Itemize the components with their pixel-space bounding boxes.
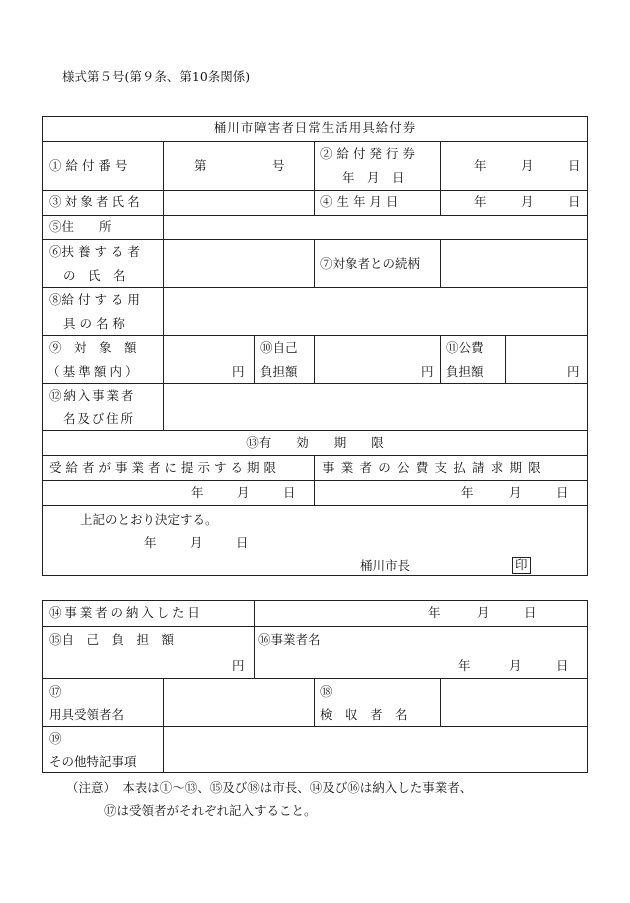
label-remarks-num: ⑲ [49,731,62,746]
label-standard: （基準額内） [47,364,141,379]
text-year: 年 [474,194,487,209]
text-month: 月 [509,658,522,673]
label-inspector-name: 検 収 者 名 [320,707,408,722]
label-claim-deadline: 事業者の公費支払請求期限 [322,460,548,475]
mayor-label: 桶川市長 [360,558,411,573]
text-month: 月 [521,158,534,173]
label-equipment: ⑧給 付 す る 用 [49,292,140,307]
text-day: 日 [283,485,296,500]
note-line-1: （注意） 本表は①～⑬、⑮及び⑱は市長、⑭及び⑯は納入した事業者、 [66,780,473,795]
text-year: 年 [144,535,157,550]
seal-mark: 印 [512,557,531,574]
text-day: 日 [556,658,569,673]
label-target-name: ③対象者氏名 [49,194,143,209]
text-year: 年 [191,485,204,500]
label-self-pay: ⑩自己 [260,340,298,355]
text-month: 月 [477,605,490,620]
decision-text: 上記のとおり決定する。 [80,512,218,527]
label-receiver-num: ⑰ [49,684,62,699]
text-year: 年 [461,485,474,500]
label-address: ⑤住 所 [49,219,112,234]
form-number: 様式第５号(第９条、第10条関係) [62,69,251,84]
label-guardian-name: の 氏 名 [63,268,126,283]
label-public-pay-amount: 負担額 [446,364,484,379]
label-target-amount: ⑨ 対 象 額 [49,340,137,355]
text-yen: 円 [232,658,245,673]
text-day: 日 [236,535,249,550]
label-self-pay-total: ⑮自 己 負 担 額 [49,632,175,647]
label-birth-date: ④ 生 年 月 日 [320,194,399,209]
label-validity: ⑬有 効 期 限 [246,435,384,450]
text-day: 日 [568,158,581,173]
label-issue-number: ① 給 付 番 号 [49,158,128,173]
text-day: 日 [556,485,569,500]
text-year: 年 [474,158,487,173]
label-public-pay: ⑪公費 [446,340,484,355]
text-year: 年 [428,605,441,620]
label-inspector-num: ⑱ [320,684,333,699]
text-month: 月 [190,535,203,550]
text-month: 月 [237,485,250,500]
label-supplier-address: 名及び住所 [63,411,135,426]
label-receiver-name: 用具受領者名 [49,707,125,722]
label-supplier: ⑫納入事業者 [49,388,136,403]
text-month: 月 [509,485,522,500]
label-guardian: ⑥扶 養 す る 者 [49,244,140,259]
text-day: 日 [524,605,537,620]
label-present-deadline: 受給者が事業者に提示する期限 [49,460,281,475]
text-dai: 第 [194,158,207,173]
text-yen: 円 [421,364,434,379]
note-line-2: ⑰は受領者がそれぞれ記入すること。 [104,803,317,818]
label-self-pay-amount: 負担額 [260,364,298,379]
text-yen: 円 [232,364,245,379]
text-yen: 円 [567,364,580,379]
ticket-title: 桶川市障害者日常生活用具給付券 [213,120,417,135]
label-issue-date-ymd: 年 月 日 [342,170,405,185]
label-issue-date: ② 給 付 発 行 券 [320,146,415,161]
text-day: 日 [568,194,581,209]
text-month: 月 [521,194,534,209]
label-equipment-name: 具 の 名 称 [63,316,125,331]
label-supplier-name: ⑯事業者名 [258,632,321,647]
text-go: 号 [272,158,285,173]
label-delivery-date: ⑭事業者の納入した日 [49,605,203,620]
label-remarks: その他特記事項 [49,754,137,769]
label-relationship: ⑦対象者との続柄 [320,256,421,271]
text-year: 年 [458,658,471,673]
